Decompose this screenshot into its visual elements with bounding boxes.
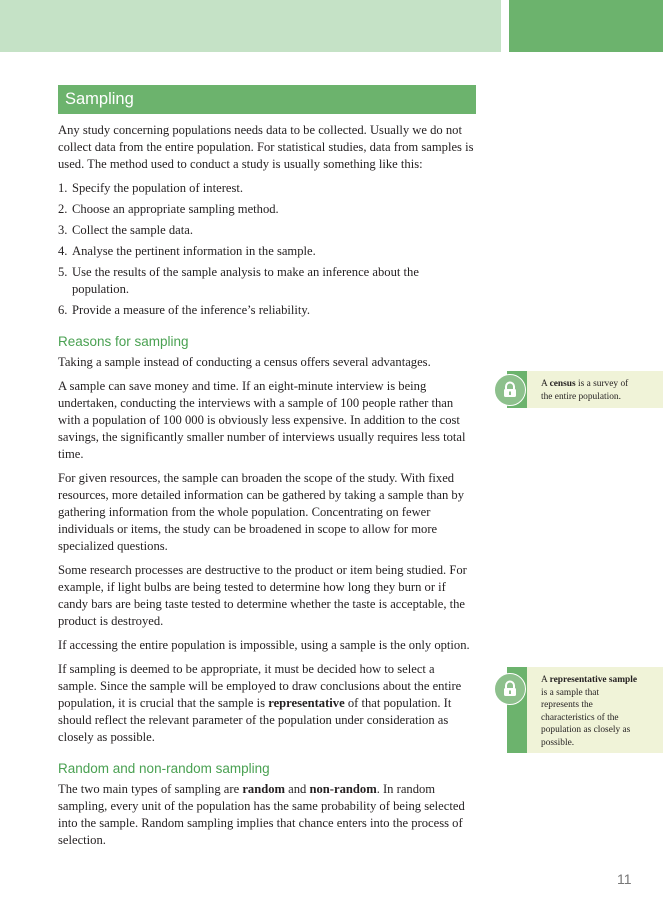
step-number: 4.	[58, 244, 68, 258]
intro-paragraph: Any study concerning populations needs data to be collected. Usually we do not collect data from the entire population. For statistical studies, data from samples is used. The method used to conduct a study is usually something like this:	[58, 123, 474, 171]
step-text: Provide a measure of the inference’s reliability.	[72, 303, 311, 317]
steps-list	[58, 180, 476, 319]
list-item	[58, 264, 476, 298]
text-run: A	[541, 675, 550, 685]
note-text	[541, 674, 637, 749]
step-text: Analyse the pertinent information in the sample.	[72, 244, 316, 258]
margin-note-representative	[507, 667, 663, 753]
list-item	[58, 180, 476, 197]
note-text	[541, 378, 637, 403]
padlock-icon	[494, 374, 526, 406]
step-text: Specify the population of interest.	[72, 181, 244, 195]
section-title-bar	[58, 85, 476, 114]
text-run: A	[541, 379, 550, 389]
step-number: 5.	[58, 265, 68, 279]
main-content	[58, 122, 476, 856]
page-number: 11	[617, 871, 632, 887]
reasons-paragraph-4: Some research processes are destructive to the product or item being studied. For example, if light bulbs are being tested to determine how long they burn or if candy bars are being taste tested to determine whether the taste is acceptable, the product is destroyed.	[58, 563, 467, 628]
step-text: Collect the sample data.	[72, 223, 193, 237]
reasons-paragraph-2: A sample can save money and time. If an eight-minute interview is being undertaken, conducting the interviews with a sample of 100 people rather than with a population of 100 000 is obviously less expensive. In addition to the cost savings, the significantly smaller number of interviews usually requires less total time.	[58, 379, 466, 461]
header-band-left	[0, 0, 501, 52]
reasons-paragraph-3: For given resources, the sample can broaden the scope of the study. With fixed resources, more detailed information can be gathered by taking a sample than by gathering information from the whole population. Concentrating on fewer individuals or items, the study can be broadened in scope to allow for more specialized questions.	[58, 471, 465, 553]
note-term: representative sample	[549, 675, 638, 685]
list-item	[58, 222, 476, 239]
header-band-right	[509, 0, 663, 52]
bold-term: random	[242, 782, 286, 796]
random-heading: Random and non-random sampling	[58, 761, 270, 776]
text-run: of that population. It should reflect the relevant parameter of the population under consideration as closely as possible.	[58, 696, 452, 744]
text-run: is a sample that represents the characteristics of the population as closely as possible.	[541, 687, 631, 748]
reasons-paragraph-6	[58, 661, 476, 746]
step-number: 1.	[58, 181, 68, 195]
step-number: 2.	[58, 202, 68, 216]
list-item	[58, 201, 476, 218]
step-text: Use the results of the sample analysis to make an inference about the population.	[72, 265, 419, 296]
reasons-paragraph-1: Taking a sample instead of conducting a census offers several advantages.	[58, 355, 431, 369]
step-number: 6.	[58, 303, 68, 317]
list-item	[58, 302, 476, 319]
reasons-paragraph-5: If accessing the entire population is impossible, using a sample is the only option.	[58, 638, 470, 652]
random-paragraph	[58, 781, 476, 849]
list-item	[58, 243, 476, 260]
text-run: is a survey of the entire population.	[541, 379, 629, 402]
text-run: and	[285, 782, 310, 796]
text-run: The two main types of sampling are	[58, 782, 243, 796]
bold-term: non-random	[309, 782, 377, 796]
step-number: 3.	[58, 223, 68, 237]
bold-term: representative	[268, 696, 345, 710]
margin-note-census	[507, 371, 663, 408]
padlock-icon	[494, 673, 526, 705]
step-text: Choose an appropriate sampling method.	[72, 202, 279, 216]
note-term: census	[549, 379, 576, 389]
text-run: . In random sampling, every unit of the population has the same probability of being selected into the sample. Random sampling implies that chance enters into the process of selection.	[58, 782, 465, 847]
reasons-heading: Reasons for sampling	[58, 334, 189, 349]
text-run: If sampling is deemed to be appropriate, it must be decided how to select a sample. Since the sample will be employed to draw conclusions about the entire population, it is crucial that the sample is	[58, 662, 462, 710]
section-title: Sampling	[65, 90, 134, 108]
